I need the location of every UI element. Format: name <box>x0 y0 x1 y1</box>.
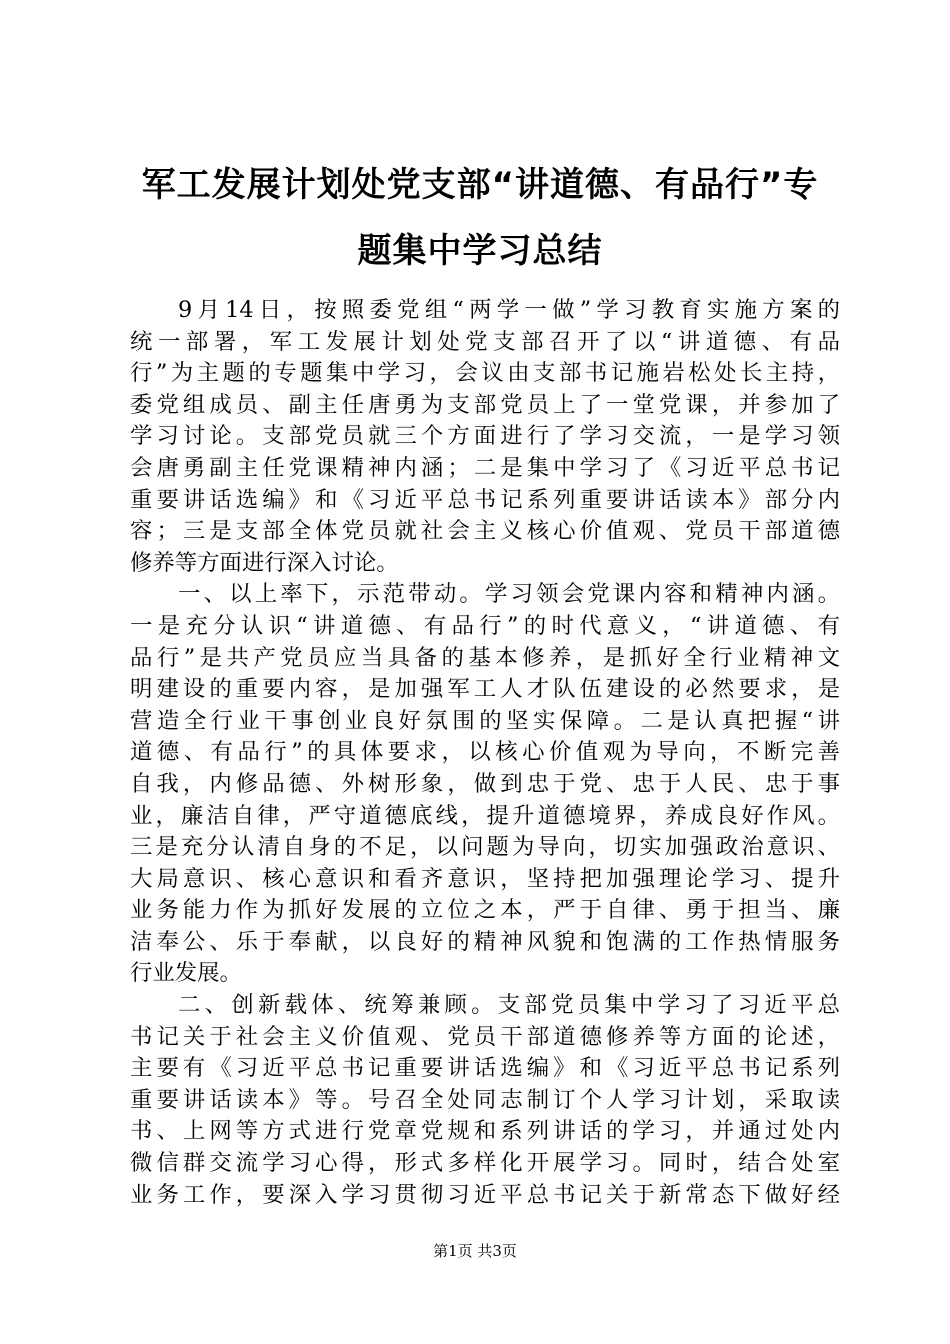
body-text-line: 二、创新载体、统筹兼顾。支部党员集中学习了习近平总 <box>178 992 840 1019</box>
body-text-line: 三是充分认清自身的不足，以问题为导向，切实加强政治意识、 <box>130 834 840 861</box>
body-text-line: 书、上网等方式进行党章党规和系列讲话的学习，并通过处内 <box>130 1118 840 1145</box>
body-text-line: 明建设的重要内容，是加强军工人才队伍建设的必然要求，是 <box>130 676 840 703</box>
body-text-line: 书记关于社会主义价值观、党员干部道德修养等方面的论述， <box>130 1023 840 1050</box>
page-footer: 第1页 共3页 <box>433 1242 517 1260</box>
body-text-line: 重要讲话读本》等。号召全处同志制订个人学习计划，采取读 <box>130 1086 840 1113</box>
title-line-2: 题集中学习总结 <box>357 231 603 271</box>
title-line-1: 军工发展计划处党支部“讲道德、有品行”专 <box>141 165 819 205</box>
body-text-line: 9月14日，按照委党组“两学一做”学习教育实施方案的 <box>178 297 840 323</box>
body-text-line: 主要有《习近平总书记重要讲话选编》和《习近平总书记系列 <box>130 1055 840 1082</box>
body-text-line: 行”为主题的专题集中学习，会议由支部书记施岩松处长主持， <box>130 360 840 387</box>
document-title <box>120 152 840 284</box>
body-text-line: 业务工作，要深入学习贯彻习近平总书记关于新常态下做好经 <box>130 1181 840 1208</box>
body-text-line: 微信群交流学习心得，形式多样化开展学习。同时，结合处室 <box>130 1150 840 1177</box>
body-text-line: 学习讨论。支部党员就三个方面进行了学习交流，一是学习领 <box>130 423 840 450</box>
body-text-line: 营造全行业干事创业良好氛围的坚实保障。二是认真把握“讲 <box>130 707 840 734</box>
document-body <box>130 295 840 1211</box>
body-text-line: 自我，内修品德、外树形象，做到忠于党、忠于人民、忠于事 <box>130 770 840 797</box>
body-text-line: 行业发展。 <box>130 960 242 987</box>
body-text-line: 修养等方面进行深入讨论。 <box>130 549 399 576</box>
body-text-line: 统一部署，军工发展计划处党支部召开了以“讲道德、有品 <box>130 328 840 355</box>
body-text-line: 业，廉洁自律，严守道德底线，提升道德境界，养成良好作风。 <box>130 802 840 829</box>
body-text-line: 容；三是支部全体党员就社会主义核心价值观、党员干部道德 <box>130 518 840 545</box>
body-text-line: 洁奉公、乐于奉献，以良好的精神风貌和饱满的工作热情服务 <box>130 928 840 955</box>
body-text-line: 重要讲话选编》和《习近平总书记系列重要讲话读本》部分内 <box>130 486 840 513</box>
body-text-line: 大局意识、核心意识和看齐意识，坚持把加强理论学习、提升 <box>130 865 840 892</box>
body-text-line: 业务能力作为抓好发展的立位之本，严于自律、勇于担当、廉 <box>130 897 840 924</box>
body-text-line: 委党组成员、副主任唐勇为支部党员上了一堂党课，并参加了 <box>130 391 840 418</box>
body-text-line: 一是充分认识“讲道德、有品行”的时代意义，“讲道德、有 <box>130 612 840 639</box>
body-text-line: 会唐勇副主任党课精神内涵；二是集中学习了《习近平总书记 <box>130 454 840 481</box>
body-text-line: 一、以上率下，示范带动。学习领会党课内容和精神内涵。 <box>178 581 840 608</box>
body-text-line: 道德、有品行”的具体要求，以核心价值观为导向，不断完善 <box>130 739 840 766</box>
body-text-line: 品行”是共产党员应当具备的基本修养，是抓好全行业精神文 <box>130 644 840 671</box>
